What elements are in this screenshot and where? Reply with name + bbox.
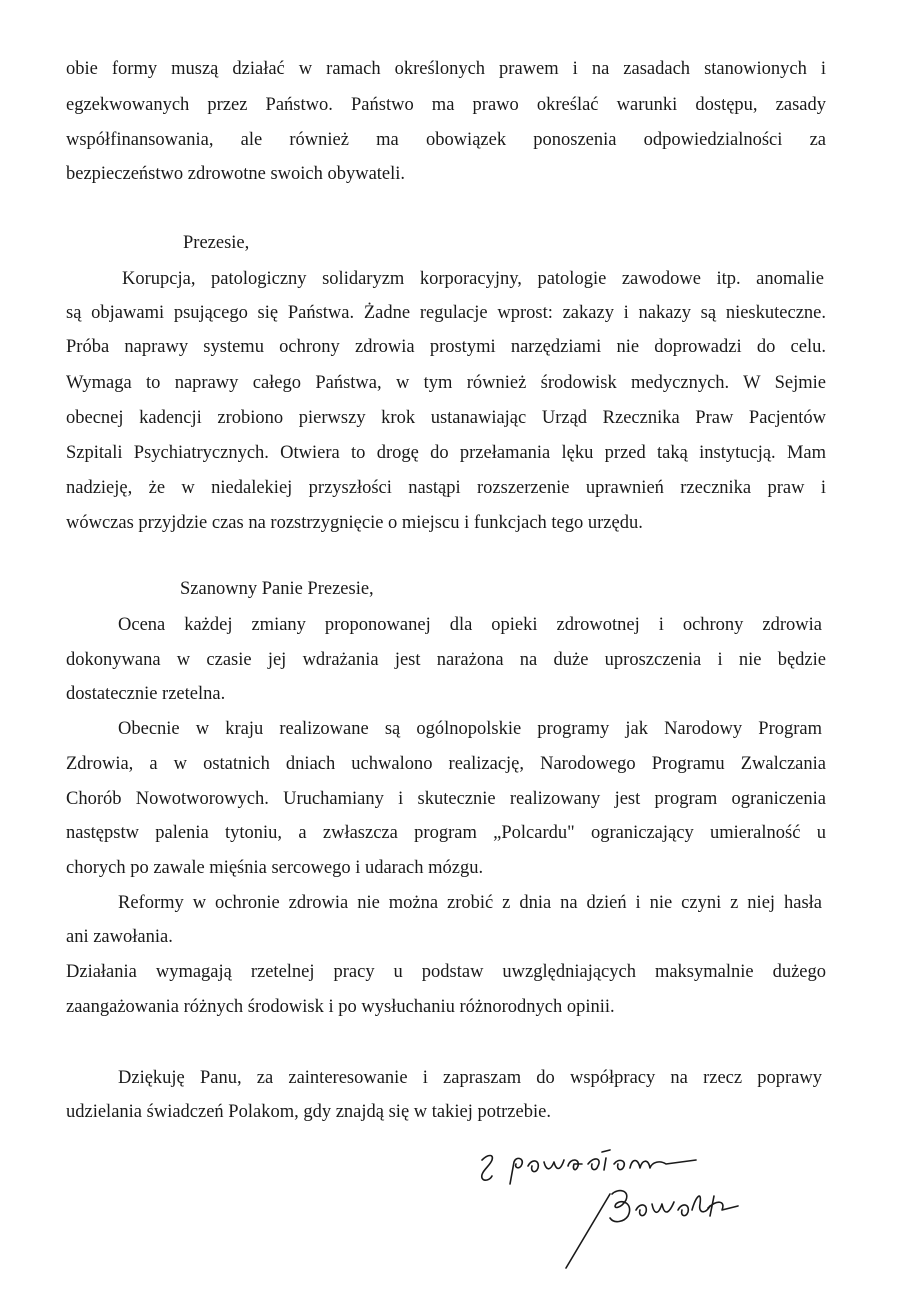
para6-line-2: zaangażowania różnych środowisk i po wysłuchaniu różnorodnych opinii. [66,997,615,1017]
para7-line-2: udzielania świadczeń Polakom, gdy znajdą się w takiej potrzebie. [66,1102,551,1122]
salutation-prezesie: Prezesie, [183,233,250,253]
para2-line-6: Szpitali Psychiatrycznych. Otwiera to drogę do przełamania lęku przed taką instytucją. Mam [66,443,826,463]
para1-line-1: obie formy muszą działać w ramach określonych prawem i na zasadach stanowionych i [66,59,826,79]
para4-line-2: Zdrowia, a w ostatnich dniach uchwalono realizację, Narodowego Programu Zwalczania [66,754,826,774]
para3-line-2: dokonywana w czasie jej wdrażania jest narażona na duże uproszczenia i nie będzie [66,650,826,670]
para6-line-1: Działania wymagają rzetelnej pracy u podstaw uwzględniających maksymalnie dużego [66,962,826,982]
para2-line-3: Próba naprawy systemu ochrony zdrowia prostymi narzędziami nie doprowadzi do celu. [66,337,826,357]
para5-line-1: Reformy w ochronie zdrowia nie można zrobić z dnia na dzień i nie czyni z niej hasła [118,893,822,913]
para7-line-1: Dziękuję Panu, za zainteresowanie i zapraszam do współpracy na rzecz poprawy [118,1068,822,1088]
para1-line-2: egzekwowanych przez Państwo. Państwo ma prawo określać warunki dostępu, zasady [66,95,826,115]
para5-line-2: ani zawołania. [66,927,173,947]
para2-line-7: nadzieję, że w niedalekiej przyszłości nastąpi rozszerzenie uprawnień rzecznika praw i [66,478,826,498]
para4-line-3: Chorób Nowotworowych. Uruchamiany i skutecznie realizowany jest program ograniczenia [66,789,826,809]
para3-line-1: Ocena każdej zmiany proponowanej dla opieki zdrowotnej i ochrony zdrowia [118,615,822,635]
para2-line-2: są objawami psującego się Państwa. Żadne regulacje wprost: zakazy i nakazy są nieskuteczne. [66,303,826,323]
handwritten-signature [470,1140,790,1280]
para2-line-1: Korupcja, patologiczny solidaryzm korporacyjny, patologie zawodowe itp. anomalie [122,269,824,289]
para4-line-1: Obecnie w kraju realizowane są ogólnopolskie programy jak Narodowy Program [118,719,822,739]
para1-line-4: bezpieczeństwo zdrowotne swoich obywateli. [66,164,406,184]
para2-line-8: wówczas przyjdzie czas na rozstrzygnięcie o miejscu i funkcjach tego urzędu. [66,513,643,533]
salutation-szanowny-panie: Szanowny Panie Prezesie, [180,579,374,599]
para1-line-3: współfinansowania, ale również ma obowiązek ponoszenia odpowiedzialności za [66,130,826,150]
para2-line-4: Wymaga to naprawy całego Państwa, w tym również środowisk medycznych. W Sejmie [66,373,826,393]
para4-line-4: następstw palenia tytoniu, a zwłaszcza program „Polcardu" ograniczający umieralność u [66,823,826,843]
para3-line-3: dostatecznie rzetelna. [66,684,226,704]
para4-line-5: chorych po zawale mięśnia sercowego i udarach mózgu. [66,858,484,878]
para2-line-5: obecnej kadencji zrobiono pierwszy krok ustanawiając Urząd Rzecznika Praw Pacjentów [66,408,826,428]
